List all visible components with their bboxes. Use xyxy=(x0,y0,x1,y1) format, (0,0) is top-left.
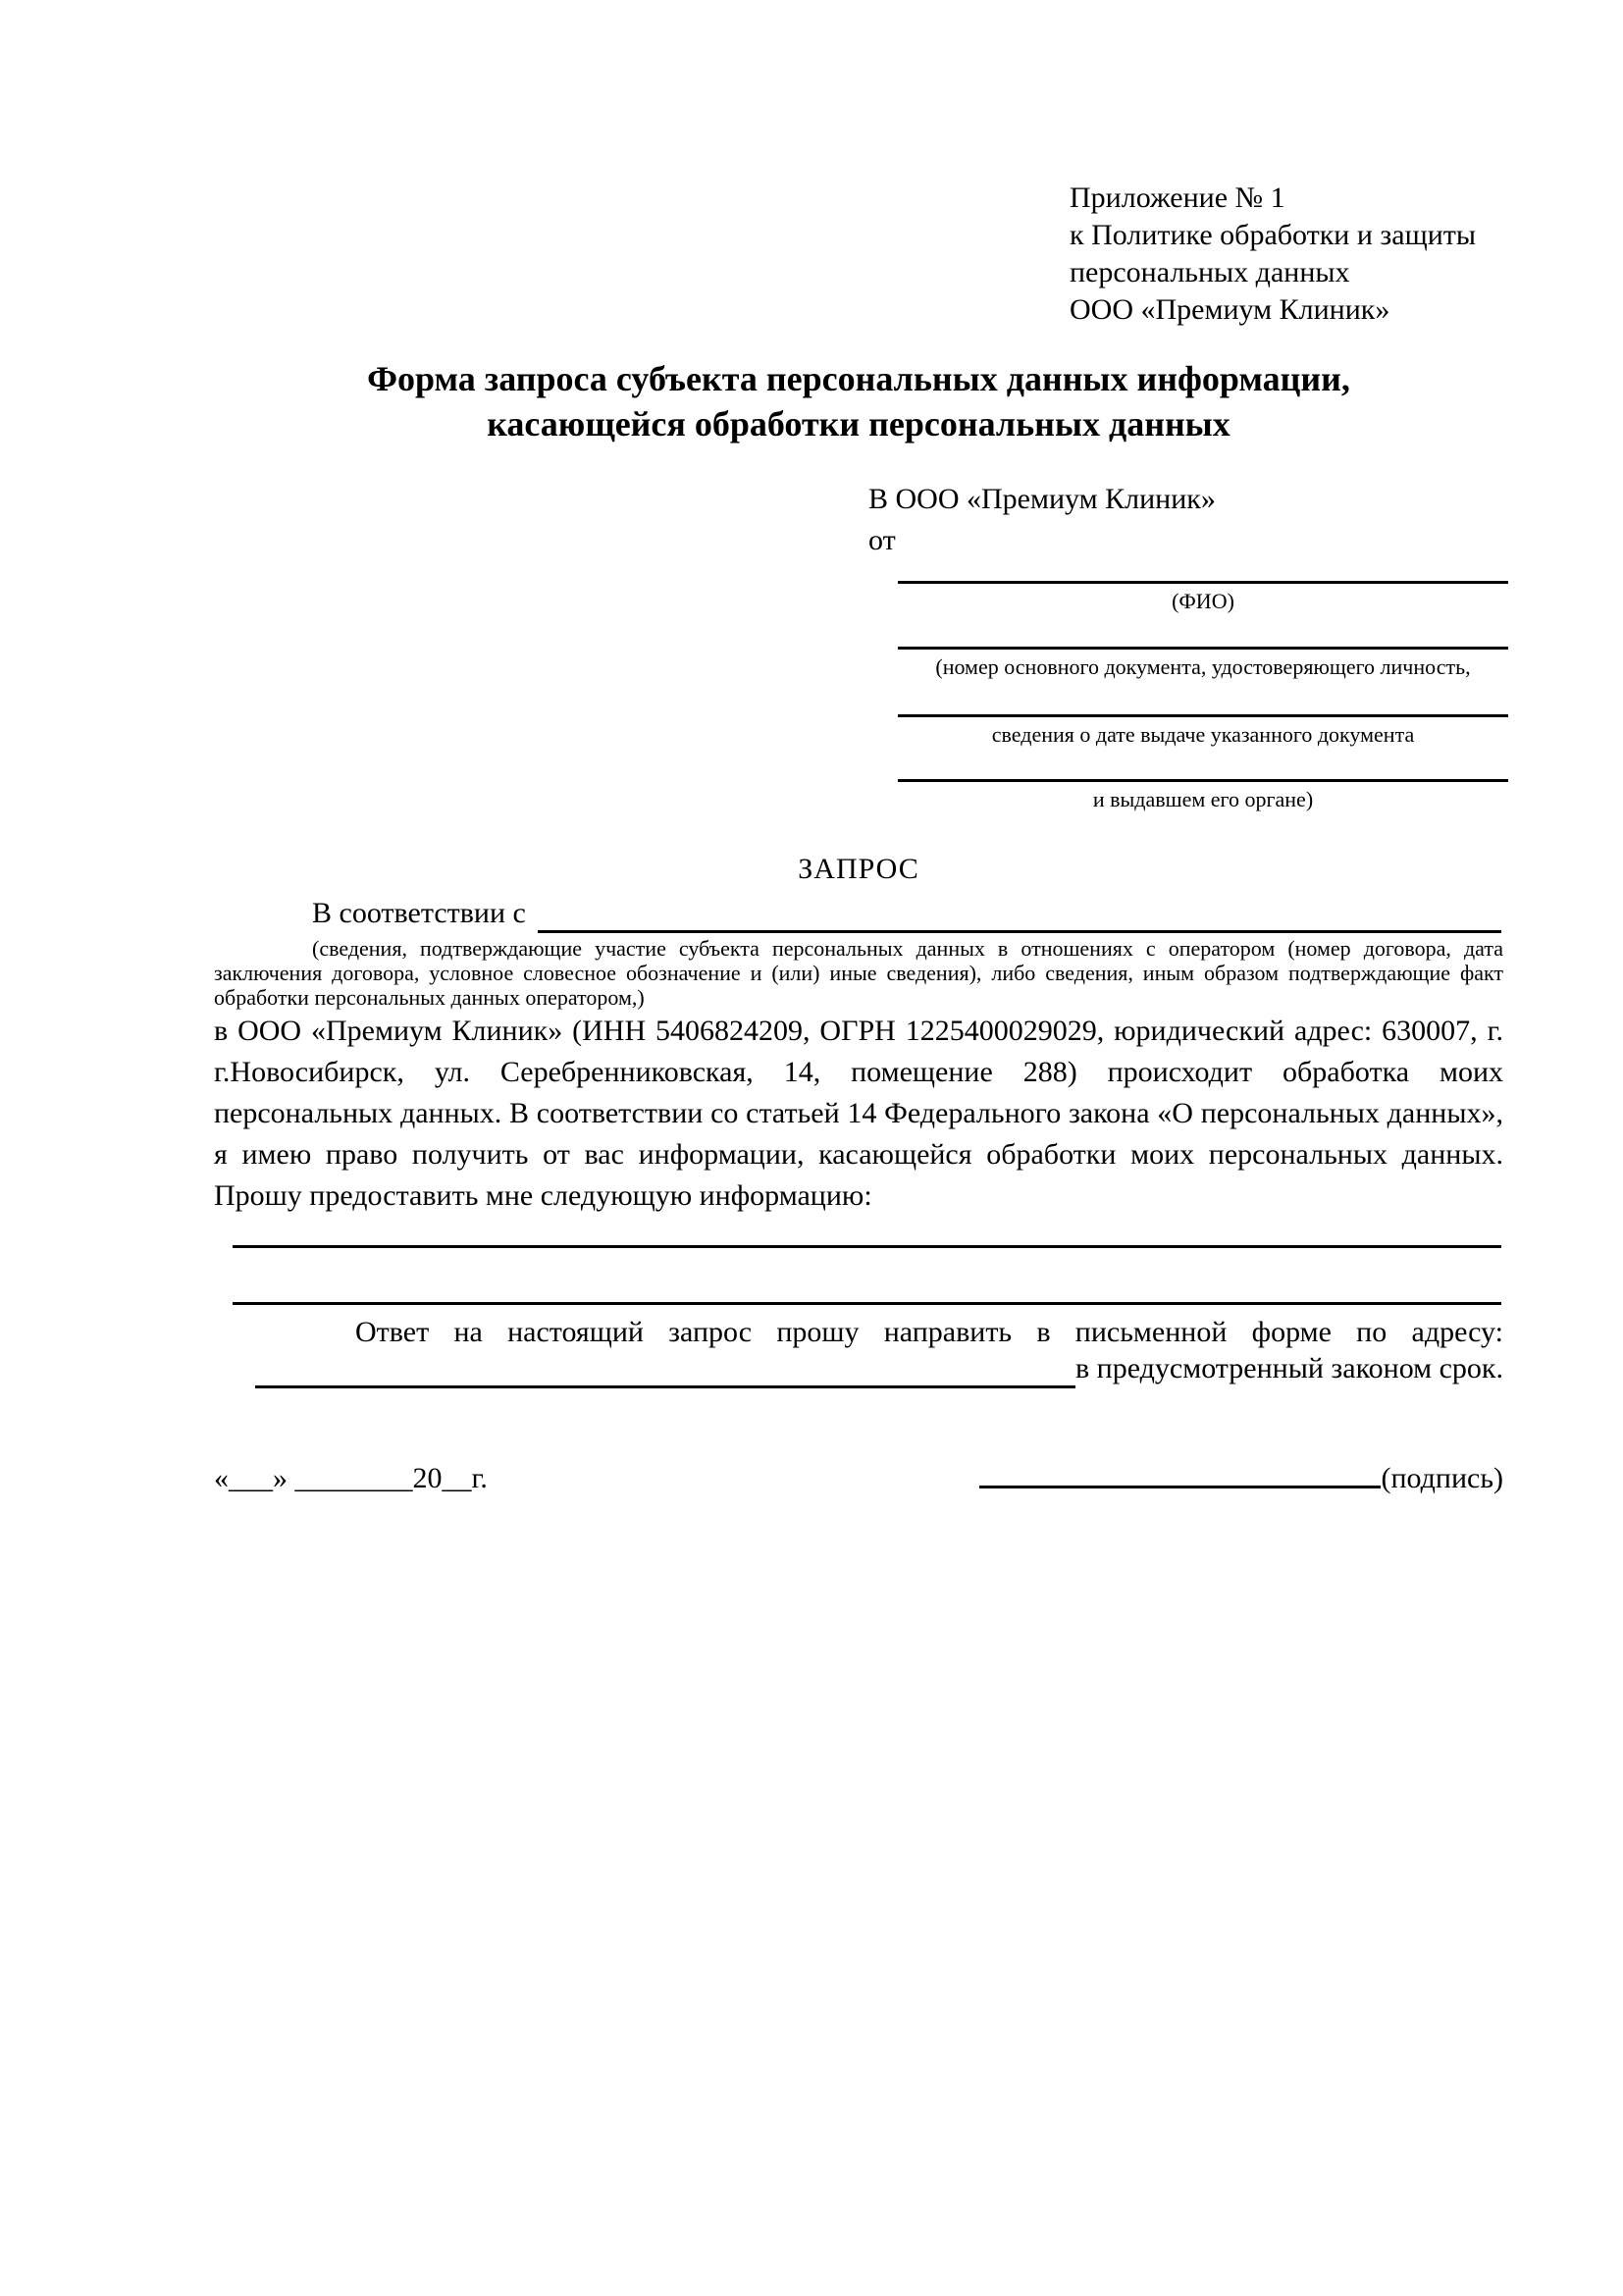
document-number-field xyxy=(898,647,1508,680)
field-caption: (номер основного документа, удостоверяющего личность, xyxy=(935,654,1471,679)
fio-field xyxy=(898,581,1508,614)
fill-line xyxy=(538,930,1501,933)
form-title-line2: касающейся обработки персональных данных xyxy=(487,404,1230,444)
form-title-line1: Форма запроса субъекта персональных данных информации, xyxy=(367,359,1350,398)
fill-line xyxy=(898,581,1508,584)
footer-row xyxy=(214,1462,1503,1495)
answer-intro: Ответ на настоящий запрос прошу направить в письменной форме по адресу: xyxy=(355,1316,1503,1348)
fill-line xyxy=(898,714,1508,717)
lead-row xyxy=(214,897,1503,938)
body-paragraph: в ООО «Премиум Клиник» (ИНН 5406824209, ОГРН 1225400029029, юридический адрес: 630007, г. г.Новосибирск, ул. Серебренниковская, 14, помещение 288) происходит обработка моих персональных данных. В соответствии со статьей 14 Федерального закона «О персональных данных», я имею право получить от вас информации, касающейся обработки моих персональных данных. Прошу предоставить мне следующую информацию: xyxy=(214,1015,1503,1212)
form-title xyxy=(214,356,1503,446)
fine-print: (сведения, подтверждающие участие субъекта персональных данных в отношениях с оператором (номер договора, дата заключения договора, условное словесное обозначение и (или) иные сведения), либо сведения, иным образом подтверждающие факт обработки персональных данных оператором,) xyxy=(214,936,1503,1010)
signature-line xyxy=(979,1486,1381,1488)
issue-date-field xyxy=(898,714,1508,748)
field-caption: сведения о дате выдаче указанного документа xyxy=(991,722,1415,747)
date-blank: «___» ________20__г. xyxy=(214,1462,488,1494)
answer-address-row xyxy=(214,1352,1503,1393)
lead-text: В соответствии с xyxy=(312,897,526,929)
request-heading: ЗАПРОС xyxy=(798,853,919,885)
signature-caption: (подпись) xyxy=(1381,1462,1503,1494)
field-caption: и выдавшем его органе) xyxy=(1092,787,1314,811)
issuing-authority-field xyxy=(898,779,1508,812)
signature-block xyxy=(979,1462,1503,1495)
field-caption: (ФИО) xyxy=(1172,589,1234,613)
fill-line xyxy=(233,1302,1501,1305)
addressee-to: В ООО «Премиум Клиник» xyxy=(868,483,1216,515)
addressee-from: от xyxy=(868,524,896,556)
appendix-note-line: персональных данных xyxy=(1070,256,1350,288)
appendix-note xyxy=(1070,180,1476,329)
fill-line xyxy=(233,1245,1501,1248)
appendix-note-line: к Политике обработки и защиты xyxy=(1070,219,1477,251)
answer-tail: в предусмотренный законом срок. xyxy=(1075,1352,1503,1384)
appendix-note-line: Приложение № 1 xyxy=(1070,182,1285,214)
fill-line xyxy=(898,647,1508,650)
fill-line xyxy=(255,1385,1075,1388)
fill-line xyxy=(898,779,1508,782)
appendix-note-line: ООО «Премиум Клиник» xyxy=(1070,293,1390,326)
